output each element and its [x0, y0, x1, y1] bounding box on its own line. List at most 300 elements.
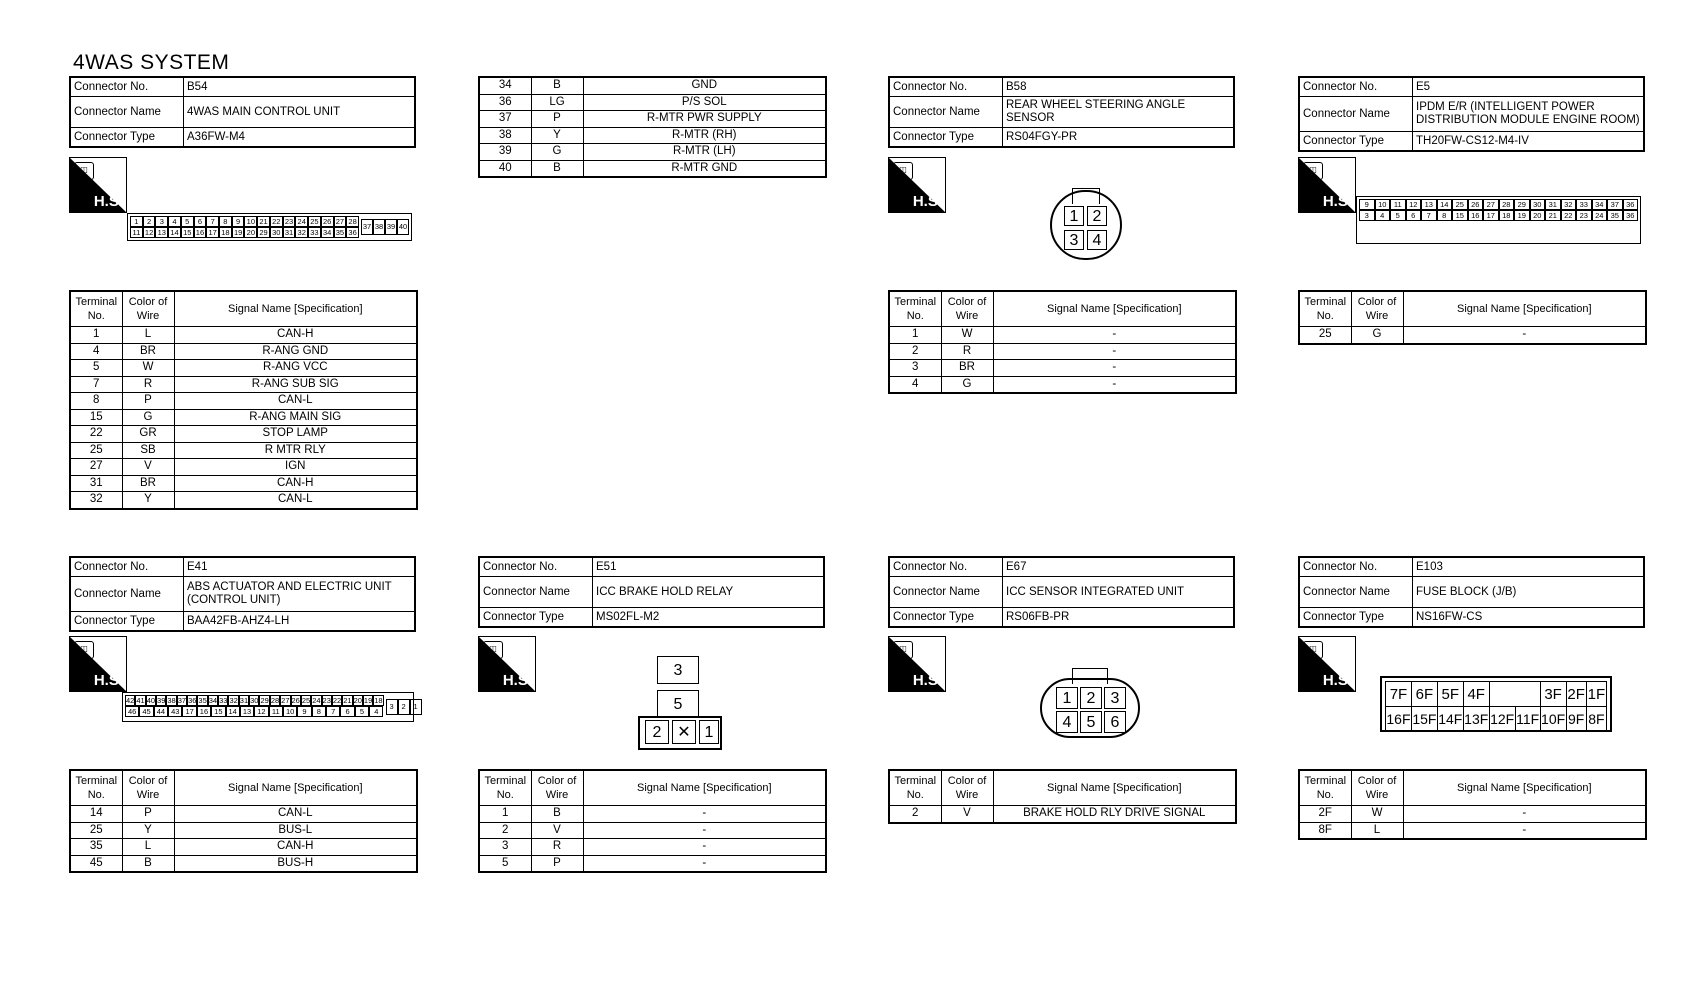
- connector-pin: 2: [645, 720, 669, 744]
- strip-row: [125, 706, 384, 717]
- signal-name: R-MTR (RH): [583, 127, 826, 144]
- pin-cell: 21: [1545, 210, 1561, 221]
- signal-table: [1298, 290, 1647, 345]
- ctype-label: Connector Type: [479, 608, 593, 628]
- wire-color: Y: [122, 492, 174, 509]
- header-row: [1299, 291, 1646, 327]
- terminal: 34: [479, 77, 531, 94]
- terminal: 36: [479, 94, 531, 111]
- terminal: 45: [70, 855, 122, 872]
- signal-name: -: [583, 806, 826, 823]
- pin-cell: 25: [308, 216, 321, 227]
- fuse-cell: 3F: [1540, 682, 1566, 707]
- strip-main: [1359, 199, 1638, 241]
- pin-cell: 16: [197, 706, 211, 717]
- info-row: [889, 97, 1234, 128]
- connector-pin: 3: [1104, 687, 1126, 709]
- header-color: Color of Wire: [941, 291, 993, 327]
- pin-cell: 7: [1421, 210, 1437, 221]
- info-row: [889, 557, 1234, 577]
- ctype-label: Connector Type: [889, 128, 1003, 148]
- harness-side-icon: [1298, 157, 1356, 213]
- info-row: [70, 557, 415, 577]
- pin-cell: 4: [168, 216, 181, 227]
- header-color: Color of Wire: [1351, 291, 1403, 327]
- cno-value: E41: [184, 557, 416, 577]
- connector-info-table: [69, 556, 416, 632]
- pin-cell: 23: [322, 696, 331, 705]
- header-signal: Signal Name [Specification]: [993, 291, 1236, 327]
- pin-cell: 39: [157, 696, 166, 705]
- ctype-value: TH20FW-CS12-M4-IV: [1413, 132, 1645, 152]
- harness-side-icon: [69, 157, 127, 213]
- signal-name: CAN-H: [174, 327, 417, 344]
- pin-cell: 36: [346, 227, 359, 238]
- signal-table: [1298, 769, 1647, 840]
- connector-info-table: [1298, 76, 1645, 152]
- terminal: 1: [479, 806, 531, 823]
- cname-value: ABS ACTUATOR AND ELECTRIC UNIT (CONTROL UNIT): [184, 577, 416, 612]
- signal-table: [888, 290, 1237, 394]
- cno-value: E5: [1413, 77, 1645, 97]
- header-color: Color of Wire: [1351, 770, 1403, 806]
- header-color: Color of Wire: [122, 291, 174, 327]
- signal-name: R-MTR GND: [583, 160, 826, 177]
- connector-info-table: [888, 556, 1235, 628]
- pin-cell: 36: [1623, 199, 1639, 210]
- pin-cell: 8: [219, 216, 232, 227]
- pin-cell: 36: [188, 696, 197, 705]
- connector-pin: 4: [1087, 230, 1107, 250]
- fuse-cell: 5F: [1437, 682, 1463, 707]
- pin-cell: 11: [269, 706, 283, 717]
- pin-cell: 6: [340, 706, 354, 717]
- pin-cell: 11: [1390, 199, 1406, 210]
- terminal: 8F: [1299, 822, 1351, 839]
- connector-pin: 3: [657, 656, 699, 684]
- terminal: 25: [1299, 327, 1351, 344]
- b54-signal-table: [69, 290, 416, 510]
- hs-label: H.S.: [502, 672, 532, 689]
- wire-color: BR: [122, 475, 174, 492]
- b58-connector-info: [888, 76, 1235, 148]
- header-term: Terminal No.: [70, 770, 122, 806]
- strip-row: [125, 695, 384, 706]
- pin-cell: 26: [1468, 199, 1484, 210]
- fuse-cell: 16F: [1386, 707, 1412, 732]
- pin-cell: 1: [410, 699, 422, 715]
- ctype-label: Connector Type: [1299, 132, 1413, 152]
- ctype-value: BAA42FB-AHZ4-LH: [184, 612, 416, 632]
- header-row: [889, 770, 1236, 806]
- header-signal: Signal Name [Specification]: [583, 770, 826, 806]
- pin-cell: 37: [361, 219, 373, 235]
- terminal: 27: [70, 459, 122, 476]
- pin-cell: 34: [321, 227, 334, 238]
- header-row: [1299, 770, 1646, 806]
- terminal: 1: [889, 327, 941, 344]
- connector-icon: ◫: [483, 641, 503, 659]
- fuse-row: [1386, 707, 1607, 732]
- cname-label: Connector Name: [889, 97, 1003, 128]
- signal-name: CAN-H: [174, 839, 417, 856]
- pin-cell: 29: [257, 227, 270, 238]
- pin-cell: 14: [226, 706, 240, 717]
- hs-label: H.S.: [93, 672, 123, 689]
- terminal: 2: [889, 343, 941, 360]
- table-row: [479, 111, 826, 128]
- fuse-cell: 9F: [1566, 707, 1586, 732]
- connector-info-table: [1298, 556, 1645, 628]
- pin-cell: 8: [1437, 210, 1453, 221]
- table-row: [479, 144, 826, 161]
- signal-table: [69, 290, 418, 510]
- harness-side-icon: [888, 157, 946, 213]
- table-row: [479, 806, 826, 823]
- signal-name: -: [583, 822, 826, 839]
- signal-name: R-ANG GND: [174, 343, 417, 360]
- wire-color: R: [941, 343, 993, 360]
- strip-main: [130, 216, 359, 238]
- header-signal: Signal Name [Specification]: [174, 291, 417, 327]
- cname-value: ICC SENSOR INTEGRATED UNIT: [1003, 577, 1235, 608]
- wire-color: B: [531, 806, 583, 823]
- cname-label: Connector Name: [889, 577, 1003, 608]
- pin-cell: 27: [1483, 199, 1499, 210]
- info-row: [479, 557, 824, 577]
- signal-name: -: [993, 343, 1236, 360]
- pin-cell: 31: [1545, 199, 1561, 210]
- connector-pin: ✕: [672, 720, 696, 744]
- ctype-value: NS16FW-CS: [1413, 608, 1645, 628]
- pin-cell: 23: [283, 216, 296, 227]
- pin-cell: 28: [270, 696, 280, 705]
- wire-color: L: [122, 839, 174, 856]
- fuse-cell: 4F: [1463, 682, 1489, 707]
- signal-name: R-MTR PWR SUPPLY: [583, 111, 826, 128]
- info-row: [889, 128, 1234, 148]
- table-row: [70, 376, 417, 393]
- pin-cell: 35: [1607, 210, 1623, 221]
- harness-side-icon: [888, 636, 946, 692]
- pin-cell: 22: [332, 696, 342, 705]
- pin-cell: 13: [155, 227, 168, 238]
- table-row: [889, 376, 1236, 393]
- terminal: 4: [889, 376, 941, 393]
- signal-name: -: [993, 360, 1236, 377]
- strip-row: [130, 227, 359, 238]
- terminal: 8: [70, 393, 122, 410]
- cno-value: B58: [1003, 77, 1235, 97]
- table-row: [479, 127, 826, 144]
- connector-icon: ◫: [74, 162, 94, 180]
- header-color: Color of Wire: [122, 770, 174, 806]
- pin-cell: 3: [386, 699, 398, 715]
- b54-connector-face: [127, 213, 412, 241]
- pin-cell: 35: [334, 227, 347, 238]
- header-color: Color of Wire: [941, 770, 993, 806]
- b54-connector-info: [69, 76, 416, 148]
- connector-icon: ◫: [893, 641, 913, 659]
- table-row: [70, 855, 417, 872]
- pin-cell: 5: [1390, 210, 1406, 221]
- e51-signal-table: [478, 769, 825, 873]
- pin-cell: 12: [254, 706, 268, 717]
- hs-label: H.S.: [912, 672, 942, 689]
- terminal: 1: [70, 327, 122, 344]
- table-row: [70, 343, 417, 360]
- info-row: [889, 608, 1234, 628]
- pin-cell: 34: [1592, 199, 1608, 210]
- pin-cell: 33: [308, 227, 321, 238]
- table-row: [70, 426, 417, 443]
- pin-cell: 32: [1561, 199, 1577, 210]
- wire-color: LG: [531, 94, 583, 111]
- cno-value: E103: [1413, 557, 1645, 577]
- connector-pin: 1: [1064, 206, 1084, 226]
- pin-cell: 41: [136, 696, 145, 705]
- wire-color: G: [531, 144, 583, 161]
- wire-color: V: [122, 459, 174, 476]
- pin-cell: 17: [206, 227, 219, 238]
- pin-cell: 31: [283, 227, 296, 238]
- pin-cell: 9: [1359, 199, 1375, 210]
- table-row: [70, 327, 417, 344]
- header-row: [479, 770, 826, 806]
- table-row: [1299, 327, 1646, 344]
- pin-cell: 10: [1375, 199, 1391, 210]
- cno-label: Connector No.: [70, 557, 184, 577]
- cno-label: Connector No.: [889, 77, 1003, 97]
- connector-info-table: [888, 76, 1235, 148]
- connector-pin: 5: [1080, 711, 1102, 733]
- pin-cell: 21: [257, 216, 270, 227]
- connector-icon: ◫: [1303, 162, 1323, 180]
- info-row: [70, 577, 415, 612]
- hs-label: H.S.: [93, 193, 123, 210]
- b58-key: [1072, 188, 1100, 204]
- b54-cont-signal-table: [478, 76, 825, 178]
- signal-name: BRAKE HOLD RLY DRIVE SIGNAL: [993, 806, 1236, 823]
- header-term: Terminal No.: [889, 770, 941, 806]
- pin-cell: 26: [321, 216, 334, 227]
- header-term: Terminal No.: [1299, 291, 1351, 327]
- signal-name: CAN-L: [174, 393, 417, 410]
- connector-pin: 2: [1080, 687, 1102, 709]
- pin-cell: 9: [232, 216, 245, 227]
- hs-label: H.S.: [912, 193, 942, 210]
- e5-signal-table: [1298, 290, 1645, 345]
- e67-signal-table: [888, 769, 1235, 824]
- ctype-label: Connector Type: [70, 128, 184, 148]
- fuse-cell: 13F: [1463, 707, 1489, 732]
- cno-label: Connector No.: [479, 557, 593, 577]
- header-row: [70, 291, 417, 327]
- connector-icon: ◫: [893, 162, 913, 180]
- pin-cell: 37: [1607, 199, 1623, 210]
- pin-cell: 14: [1437, 199, 1453, 210]
- pin-cell: 21: [343, 696, 352, 705]
- pin-cell: 37: [177, 696, 187, 705]
- pin-cell: 30: [250, 696, 259, 705]
- table-row: [70, 409, 417, 426]
- pin-cell: 4: [1375, 210, 1391, 221]
- terminal: 31: [70, 475, 122, 492]
- pin-cell: 22: [1561, 210, 1577, 221]
- strip-main: [125, 695, 384, 719]
- e41-signal-table: [69, 769, 416, 873]
- pin-cell: 6: [194, 216, 207, 227]
- terminal: 37: [479, 111, 531, 128]
- cno-label: Connector No.: [1299, 557, 1413, 577]
- cname-label: Connector Name: [479, 577, 593, 608]
- pin-cell: 10: [244, 216, 257, 227]
- header-term: Terminal No.: [889, 291, 941, 327]
- e5-connector-face: [1356, 196, 1641, 244]
- connector-pin: 4: [1056, 711, 1078, 733]
- table-row: [889, 360, 1236, 377]
- header-signal: Signal Name [Specification]: [1403, 770, 1646, 806]
- signal-name: -: [993, 327, 1236, 344]
- ctype-label: Connector Type: [1299, 608, 1413, 628]
- info-row: [479, 608, 824, 628]
- signal-name: R-ANG MAIN SIG: [174, 409, 417, 426]
- signal-name: BUS-H: [174, 855, 417, 872]
- table-row: [479, 839, 826, 856]
- connector-icon: ◫: [74, 641, 94, 659]
- info-row: [70, 612, 415, 632]
- table-row: [479, 77, 826, 94]
- connector-info-table: [478, 556, 825, 628]
- signal-name: -: [1403, 806, 1646, 823]
- cno-label: Connector No.: [70, 77, 184, 97]
- fuse-cell: 11F: [1515, 707, 1540, 732]
- signal-name: R MTR RLY: [174, 442, 417, 459]
- terminal: 25: [70, 442, 122, 459]
- pin-cell: 24: [295, 216, 308, 227]
- header-term: Terminal No.: [479, 770, 531, 806]
- pin-cell: 26: [291, 696, 300, 705]
- wire-color: W: [941, 327, 993, 344]
- ctype-value: MS02FL-M2: [593, 608, 825, 628]
- header-row: [70, 770, 417, 806]
- signal-name: GND: [583, 77, 826, 94]
- pin-cell: 12: [143, 227, 156, 238]
- signal-name: -: [583, 855, 826, 872]
- pin-cell: 3: [1359, 210, 1375, 221]
- wire-color: L: [1351, 822, 1403, 839]
- pin-cell: 5: [355, 706, 369, 717]
- signal-table: [478, 76, 827, 178]
- terminal: 38: [479, 127, 531, 144]
- header-signal: Signal Name [Specification]: [993, 770, 1236, 806]
- harness-side-icon: [69, 636, 127, 692]
- pin-cell: 23: [1576, 210, 1592, 221]
- terminal: 3: [889, 360, 941, 377]
- harness-side-icon: [1298, 636, 1356, 692]
- header-signal: Signal Name [Specification]: [174, 770, 417, 806]
- info-row: [1299, 608, 1644, 628]
- terminal: 5: [479, 855, 531, 872]
- pin-cell: 13: [1421, 199, 1437, 210]
- signal-name: R-MTR (LH): [583, 144, 826, 161]
- fuse-cell: 7F: [1386, 682, 1412, 707]
- wire-color: W: [1351, 806, 1403, 823]
- wire-color: W: [122, 360, 174, 377]
- pin-cell: 25: [301, 696, 311, 705]
- table-row: [70, 393, 417, 410]
- table-row: [479, 855, 826, 872]
- e103-signal-table: [1298, 769, 1645, 840]
- pin-cell: 20: [244, 227, 257, 238]
- header-row: [889, 291, 1236, 327]
- pin-cell: 19: [232, 227, 245, 238]
- connector-pin: 5: [657, 690, 699, 718]
- pin-cell: 30: [1530, 199, 1546, 210]
- cname-value: FUSE BLOCK (J/B): [1413, 577, 1645, 608]
- cname-value: ICC BRAKE HOLD RELAY: [593, 577, 825, 608]
- connector-info-table: [69, 76, 416, 148]
- fuse-cell: 12F: [1489, 707, 1515, 732]
- pin-cell: 34: [208, 696, 218, 705]
- fuse-cell: 14F: [1437, 707, 1463, 732]
- pin-cell: 36: [1623, 210, 1639, 221]
- terminal: 3: [479, 839, 531, 856]
- table-row: [70, 839, 417, 856]
- terminal: 2F: [1299, 806, 1351, 823]
- info-row: [1299, 77, 1644, 97]
- pin-cell: 30: [270, 227, 283, 238]
- info-row: [889, 77, 1234, 97]
- signal-name: -: [1403, 822, 1646, 839]
- fuse-cell: 6F: [1411, 682, 1437, 707]
- e41-connector-info: [69, 556, 416, 632]
- ctype-value: RS04FGY-PR: [1003, 128, 1235, 148]
- cname-label: Connector Name: [70, 97, 184, 128]
- info-row: [1299, 577, 1644, 608]
- pin-cell: 42: [126, 696, 135, 705]
- terminal: 2: [479, 822, 531, 839]
- fuse-row: [1386, 682, 1607, 707]
- pin-cell: 20: [353, 696, 362, 705]
- fuse-cell: 15F: [1411, 707, 1437, 732]
- signal-name: R-ANG SUB SIG: [174, 376, 417, 393]
- info-row: [70, 128, 415, 148]
- pin-cell: 32: [295, 227, 308, 238]
- signal-name: BUS-L: [174, 822, 417, 839]
- cno-value: E67: [1003, 557, 1235, 577]
- pin-cell: 22: [270, 216, 283, 227]
- pin-cell: 31: [239, 696, 249, 705]
- pin-cell: 9: [297, 706, 311, 717]
- pin-cell: 1: [130, 216, 143, 227]
- hs-label: H.S.: [1322, 193, 1352, 210]
- signal-table: [69, 769, 418, 873]
- pin-cell: 16: [194, 227, 207, 238]
- table-row: [70, 806, 417, 823]
- pin-cell: 7: [206, 216, 219, 227]
- cname-value: IPDM E/R (INTELLIGENT POWER DISTRIBUTION MODULE ENGINE ROOM): [1413, 97, 1645, 132]
- wire-color: B: [122, 855, 174, 872]
- table-row: [889, 327, 1236, 344]
- e103-connector-face: [1380, 676, 1612, 732]
- wire-color: G: [941, 376, 993, 393]
- cname-label: Connector Name: [70, 577, 184, 612]
- strip-row: [130, 216, 359, 227]
- info-row: [479, 577, 824, 608]
- pin-cell: 14: [168, 227, 181, 238]
- wire-color: P: [531, 111, 583, 128]
